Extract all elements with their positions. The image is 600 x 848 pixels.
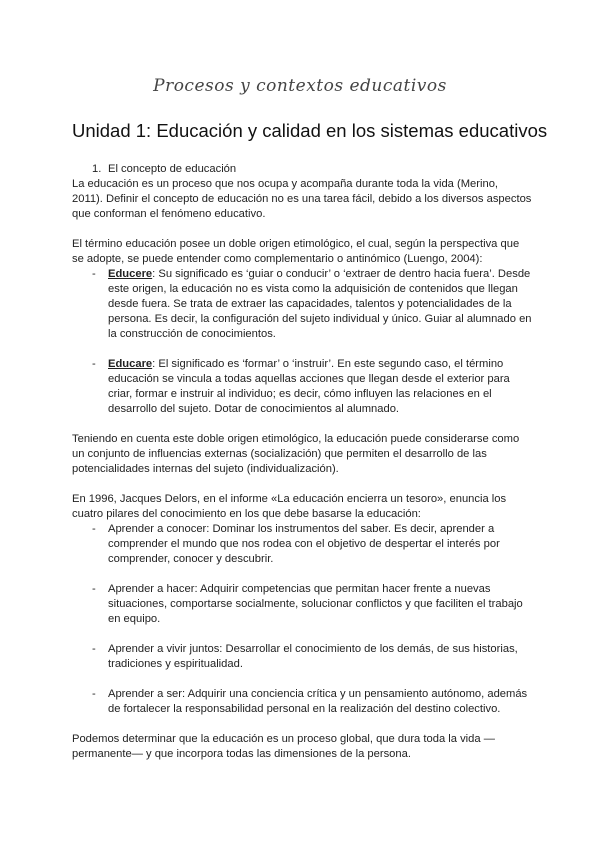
- pillars-list: [72, 522, 532, 567]
- paragraph-origin: El término educación posee un doble origen etimológico, el cual, según la perspectiva que se adopte, se puede entender como complementario o antinómico (Luengo, 2004):: [72, 238, 520, 265]
- pillar-text: Aprender a vivir juntos: Desarrollar el conocimiento de los demás, de sus historias, tradiciones y espiritualidad.: [108, 643, 518, 670]
- paragraph-double-origin: Teniendo en cuenta este doble origen etimológico, la educación puede considerarse como un conjunto de influencias externas (socialización) que permiten el desarrollo de las potencialidades internas del sujeto (individualización).: [72, 433, 520, 475]
- pillar-text: Aprender a ser: Adquirir una conciencia crítica y un pensamiento autónomo, además de fortalecer la responsabilidad personal en la realización del destino colectivo.: [108, 688, 528, 715]
- section-heading: [72, 162, 532, 177]
- term-educare: Educare: [108, 358, 153, 370]
- origin-list: [72, 267, 532, 342]
- pillar-text: Aprender a hacer: Adquirir competencias que permitan hacer frente a nuevas situaciones, comportarse socialmente, solucionar conflictos y que faciliten el trabajo en equipo.: [108, 583, 523, 625]
- pillars-list-4: [72, 687, 532, 717]
- section-heading-text: El concepto de educación: [108, 163, 237, 175]
- dash-bullet: -: [92, 688, 96, 700]
- document-body: [72, 162, 532, 762]
- page-header-title: Procesos y contextos educativos: [153, 76, 447, 96]
- pillar-item: [72, 522, 532, 567]
- educere-definition: : Su significado es ‘guiar o conducir’ o ‘extraer de dentro hacia fuera’. Desde este origen, la educación no es vista como la adquisición de contenidos que llegan desde fuera. Se trata de extraer las capacidades, talentos y potencialidades de la persona. Es decir, la configuración del sujeto individual y único. Guiar al alumnado en la construcción de conocimientos.: [108, 268, 532, 340]
- term-educere: Educere: [108, 268, 153, 280]
- pillars-list-3: [72, 642, 532, 672]
- pillar-item: [72, 642, 532, 672]
- dash-bullet: -: [92, 268, 96, 280]
- list-item-educere: [72, 267, 532, 342]
- pillar-item: [72, 687, 532, 717]
- paragraph-delors: En 1996, Jacques Delors, en el informe «La educación encierra un tesoro», enuncia los cuatro pilares del conocimiento en los que debe basarse la educación:: [72, 493, 507, 520]
- dash-bullet: -: [92, 523, 96, 535]
- origin-list-2: [72, 357, 532, 417]
- pillars-list-2: [72, 582, 532, 627]
- unit-title: Unidad 1: Educación y calidad en los sistemas educativos: [72, 120, 548, 141]
- paragraph-intro: La educación es un proceso que nos ocupa y acompaña durante toda la vida (Merino, 2011). Definir el concepto de educación no es una tarea fácil, debido a los diversos aspectos que conforman el fenómeno educativo.: [72, 178, 532, 220]
- educare-definition: : El significado es ‘formar’ o ‘instruir’. En este segundo caso, el término educación se vincula a todas aquellas acciones que llegan desde el exterior para criar, formar e instruir al individuo; es decir, cómo influyen las relaciones en el desarrollo del sujeto. Dotar de conocimientos al alumnado.: [108, 358, 510, 415]
- dash-bullet: -: [92, 583, 96, 595]
- pillar-item: [72, 582, 532, 627]
- dash-bullet: -: [92, 358, 96, 370]
- list-item-educare: [72, 357, 532, 417]
- section-number: 1.: [92, 163, 102, 175]
- pillar-text: Aprender a conocer: Dominar los instrumentos del saber. Es decir, aprender a comprender el mundo que nos rodea con el objetivo de despertar el interés por comprender, conocer y descubrir.: [108, 523, 500, 565]
- dash-bullet: -: [92, 643, 96, 655]
- paragraph-conclusion: Podemos determinar que la educación es un proceso global, que dura toda la vida —permanente— y que incorpora todas las dimensiones de la persona.: [72, 733, 495, 760]
